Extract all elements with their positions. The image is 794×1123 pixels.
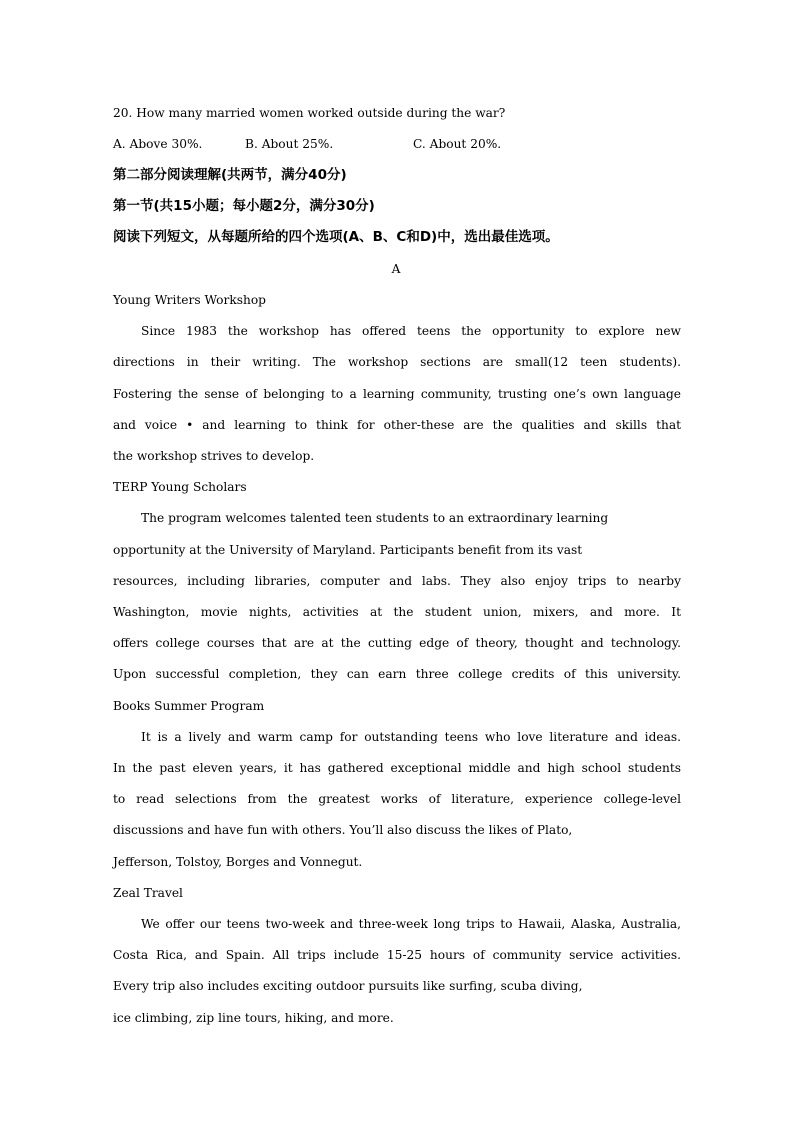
item-title: Books Summer Program [113, 699, 265, 713]
paragraph-line: We offer our teens two-week and three-week long trips to Hawaii, Alaska, Australia, [141, 917, 681, 931]
paragraph-line: ice climbing, zip line tours, hiking, and more. [113, 1011, 394, 1025]
part-heading: 第二部分阅读理解(共两节，满分40分) [113, 167, 347, 183]
option-a: A. Above 30%. [113, 137, 203, 151]
paragraph-line: Costa Rica, and Spain. All trips include 15-25 hours of community service activities. [113, 948, 681, 962]
paragraph-line: In the past eleven years, it has gathered exceptional middle and high school students [113, 761, 681, 775]
paragraph-line: the workshop strives to develop. [113, 449, 315, 463]
item-title: TERP Young Scholars [113, 480, 247, 494]
option-b: B. About 25%. [245, 137, 334, 151]
passage-label: A [391, 262, 401, 276]
paragraph-line: Fostering the sense of belonging to a learning community, trusting one’s own language [113, 387, 681, 401]
paragraph-line: discussions and have fun with others. You’ll also discuss the likes of Plato, [113, 823, 573, 837]
paragraph-line: Washington, movie nights, activities at the student union, mixers, and more. It [113, 605, 681, 619]
paragraph-line: Jefferson, Tolstoy, Borges and Vonnegut. [113, 855, 363, 869]
paragraph-line: resources, including libraries, computer and labs. They also enjoy trips to nearby [113, 574, 681, 588]
paragraph-line: Upon successful completion, they can earn three college credits of this university. [113, 667, 681, 681]
paragraph-line: Every trip also includes exciting outdoor pursuits like surfing, scuba diving, [113, 979, 583, 993]
question-20-stem: 20. How many married women worked outside during the war? [113, 106, 506, 120]
item-title: Zeal Travel [113, 886, 183, 900]
paragraph-line: Since 1983 the workshop has offered teens the opportunity to explore new [141, 324, 681, 338]
paragraph-line: directions in their writing. The workshop sections are small(12 teen students). [113, 355, 681, 369]
paragraph-line: to read selections from the greatest works of literature, experience college-level [113, 792, 681, 806]
paragraph-line: and voice • and learning to think for other-these are the qualities and skills that [113, 418, 681, 432]
paragraph-line: It is a lively and warm camp for outstanding teens who love literature and ideas. [141, 730, 681, 744]
paragraph-line: opportunity at the University of Maryland. Participants benefit from its vast [113, 543, 583, 557]
instruction: 阅读下列短文，从每题所给的四个选项(A、B、C和D)中，选出最佳选项。 [113, 229, 559, 245]
paragraph-line: offers college courses that are at the cutting edge of theory, thought and technology. [113, 636, 681, 650]
subsection-heading: 第一节(共15小题；每小题2分，满分30分) [113, 198, 375, 214]
paragraph-line: The program welcomes talented teen students to an extraordinary learning [141, 511, 609, 525]
item-title: Young Writers Workshop [113, 293, 266, 307]
option-c: C. About 20%. [413, 137, 502, 151]
